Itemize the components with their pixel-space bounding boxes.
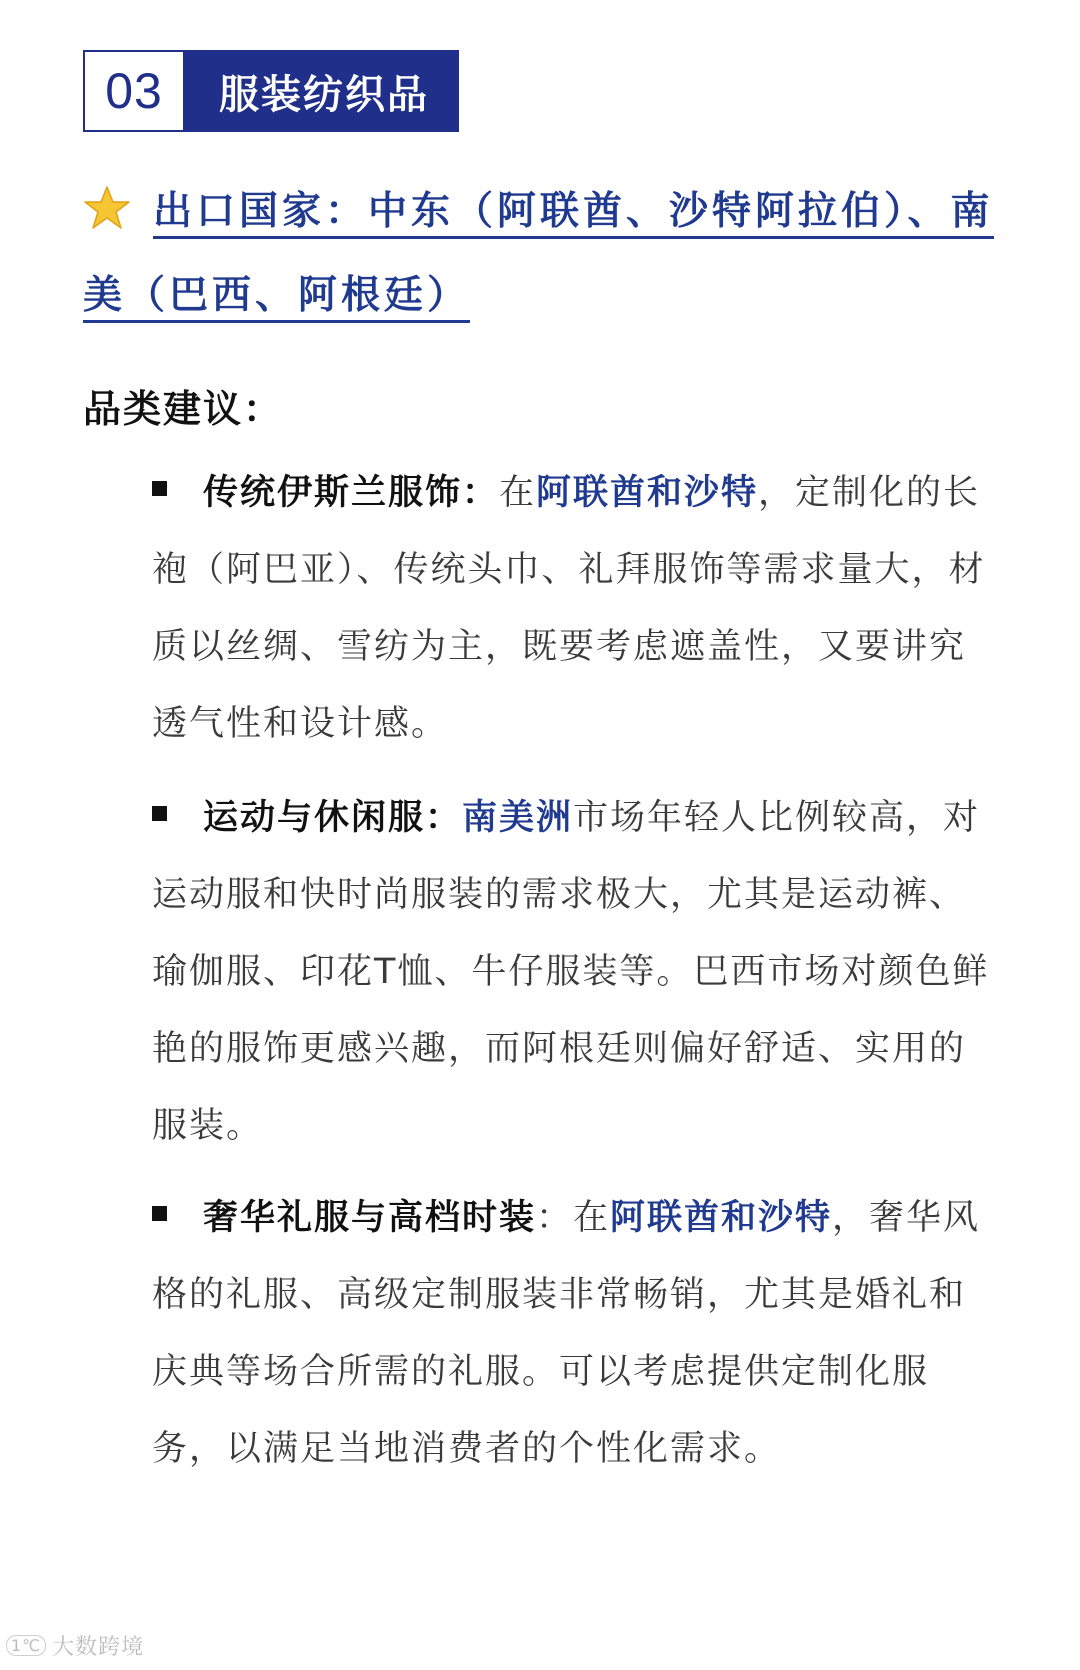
item-highlight: 阿联酋和沙特: [610, 1198, 833, 1238]
bullet-icon: [152, 481, 167, 496]
bullet-icon: [152, 806, 167, 821]
section-title: 服装纺织品: [183, 52, 457, 130]
category-heading: 品类建议：: [83, 387, 284, 431]
star-icon: [83, 184, 131, 232]
item-body: 市场年轻人比例较高，对运动服和快时尚服装的需求极大，尤其是运动裤、瑜伽服、印花T恤、牛仔服装等。巴西市场对颜色鲜艳的服饰更感兴趣，而阿根廷则偏好舒适、实用的服装。: [152, 798, 990, 1146]
watermark: [6, 1630, 144, 1661]
item-highlight: 南美洲: [462, 798, 574, 838]
list-item: [152, 455, 992, 763]
export-countries-text: 出口国家：中东（阿联酋、沙特阿拉伯）、南美（巴西、阿根廷）: [83, 189, 994, 323]
section-header: [83, 50, 459, 132]
item-pre: 在: [499, 473, 537, 513]
item-highlight: 阿联酋和沙特: [536, 473, 759, 513]
watermark-text: 大数跨境: [52, 1635, 145, 1660]
export-countries: [83, 170, 1003, 338]
item-lead: 传统伊斯兰服饰：: [203, 473, 500, 513]
item-body: ，定制化的长袍（阿巴亚）、传统头巾、礼拜服饰等需求量大，材质以丝绸、雪纺为主，既要考虑遮盖性，又要讲究透气性和设计感。: [152, 473, 986, 744]
item-lead: 奢华礼服与高档时装: [203, 1198, 537, 1238]
watermark-logo: 1℃: [6, 1635, 46, 1656]
item-pre: ：在: [536, 1198, 611, 1238]
section-number: 03: [85, 52, 183, 130]
list-item: [152, 780, 992, 1165]
list-item: [152, 1180, 992, 1488]
item-body: ，奢华风格的礼服、高级定制服装非常畅销，尤其是婚礼和庆典等场合所需的礼服。可以考虑提供定制化服务，以满足当地消费者的个性化需求。: [152, 1198, 981, 1469]
item-lead: 运动与休闲服：: [203, 798, 463, 838]
bullet-icon: [152, 1206, 167, 1221]
